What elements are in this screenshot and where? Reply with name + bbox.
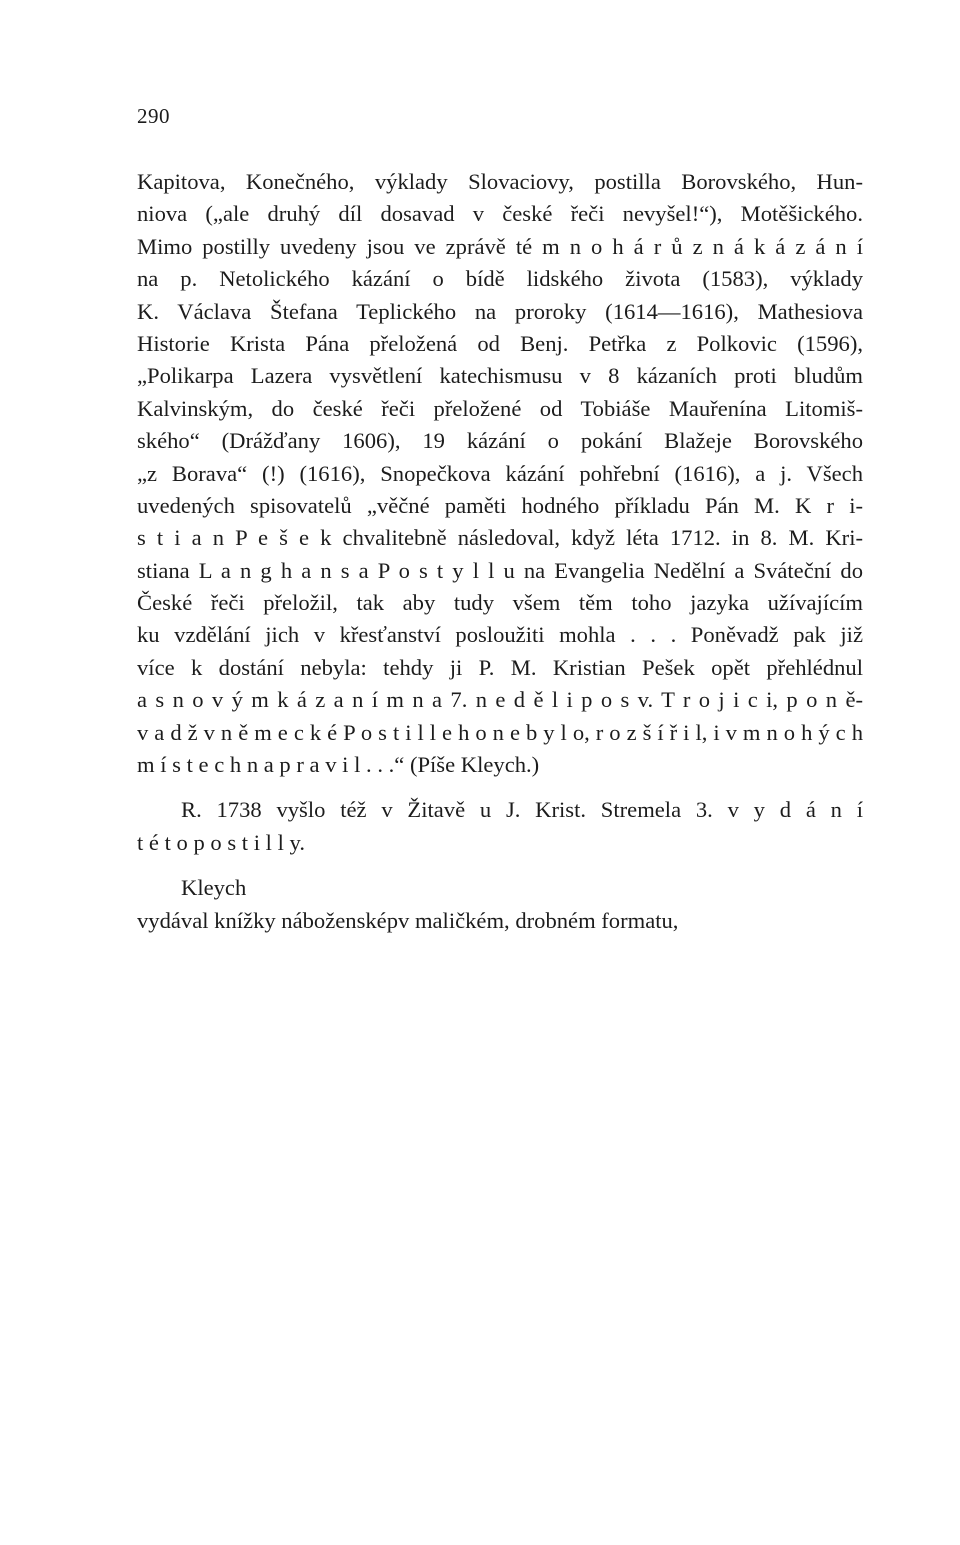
- text-line: na p. Netolického kázání o bídě lidského života (1583), výklady: [137, 266, 863, 292]
- text-line: ského“ (Drážďany 1606), 19 kázání o pokání Blažeje Borovského: [137, 428, 863, 454]
- text-line: „Polikarpa Lazera vysvětlení katechismusu v 8 kázaních proti bludům: [137, 363, 863, 389]
- text-line: niova („ale druhý díl dosavad v české řeči nevyšel!“), Motěšického.: [137, 201, 863, 227]
- text-line: Kalvinským, do české řeči přeložené od Tobiáše Mauřenína Litomiš-: [137, 395, 863, 421]
- text-line: m í s t e c h n a p r a v i l . . .“ (Píše Kleych.): [137, 752, 540, 778]
- text-line: Kapitova, Konečného, výklady Slovaciovy, postilla Borovského, Hun-: [137, 169, 863, 194]
- paragraph-gap: [137, 859, 863, 872]
- text-line: „z Borava“ (!) (1616), Snopečkova kázání pohřební (1616), a j. Všech: [137, 460, 863, 486]
- text-line: více k dostání nebyla: tehdy ji P. M. Kristian Pešek opět přehlédnul: [137, 654, 863, 680]
- text-line: stiana L a n g h a n s a P o s t y l l u na Evangelia Nedělní a Sváteční do: [137, 557, 863, 583]
- body-text: [137, 166, 863, 937]
- page-number: 290: [137, 104, 170, 128]
- text-line: Historie Krista Pána přeložená od Benj. Petřka z Polkovic (1596),: [137, 330, 863, 356]
- text-line: ku vzdělání jich v křesťanství posloužiti mohla . . . Poněvadž pak již: [137, 622, 863, 648]
- text-line: s t i a n P e š e k chvalitebně následoval, když léta 1712. in 8. M. Kri-: [137, 525, 863, 551]
- text-line: vydával knížky nábožensképv maličkém, drobném formatu,: [137, 907, 679, 933]
- text-line: t é t o p o s t i l l y.: [137, 829, 305, 855]
- text-line: a s n o v ý m k á z a n í m n a 7. n e d ě l i p o s v. T r o j i c i, p o n ě-: [137, 687, 863, 713]
- text-line: v a d ž v n ě m e c k é P o s t i l l e h o n e b y l o, r o z š í ř i l, i v m n o h ý c h: [137, 719, 863, 745]
- text-line: Mimo postilly uvedeny jsou ve zprávě té m n o h á r ů z n á k á z á n í: [137, 233, 863, 259]
- text-line: Kleych: [181, 875, 247, 901]
- text-line: R. 1738 vyšlo též v Žitavě u J. Krist. Stremela 3. v y d á n í: [181, 797, 863, 823]
- text-line: České řeči přeložil, tak aby tudy všem těm toho jazyka užívajícím: [137, 590, 863, 616]
- text-line: K. Václava Štefana Teplického na proroky (1614—1616), Mathesiova: [137, 298, 863, 324]
- text-line: uvedených spisovatelů „věčné paměti hodného příkladu Pán M. K r i-: [137, 492, 863, 518]
- paragraph-gap: [137, 781, 863, 794]
